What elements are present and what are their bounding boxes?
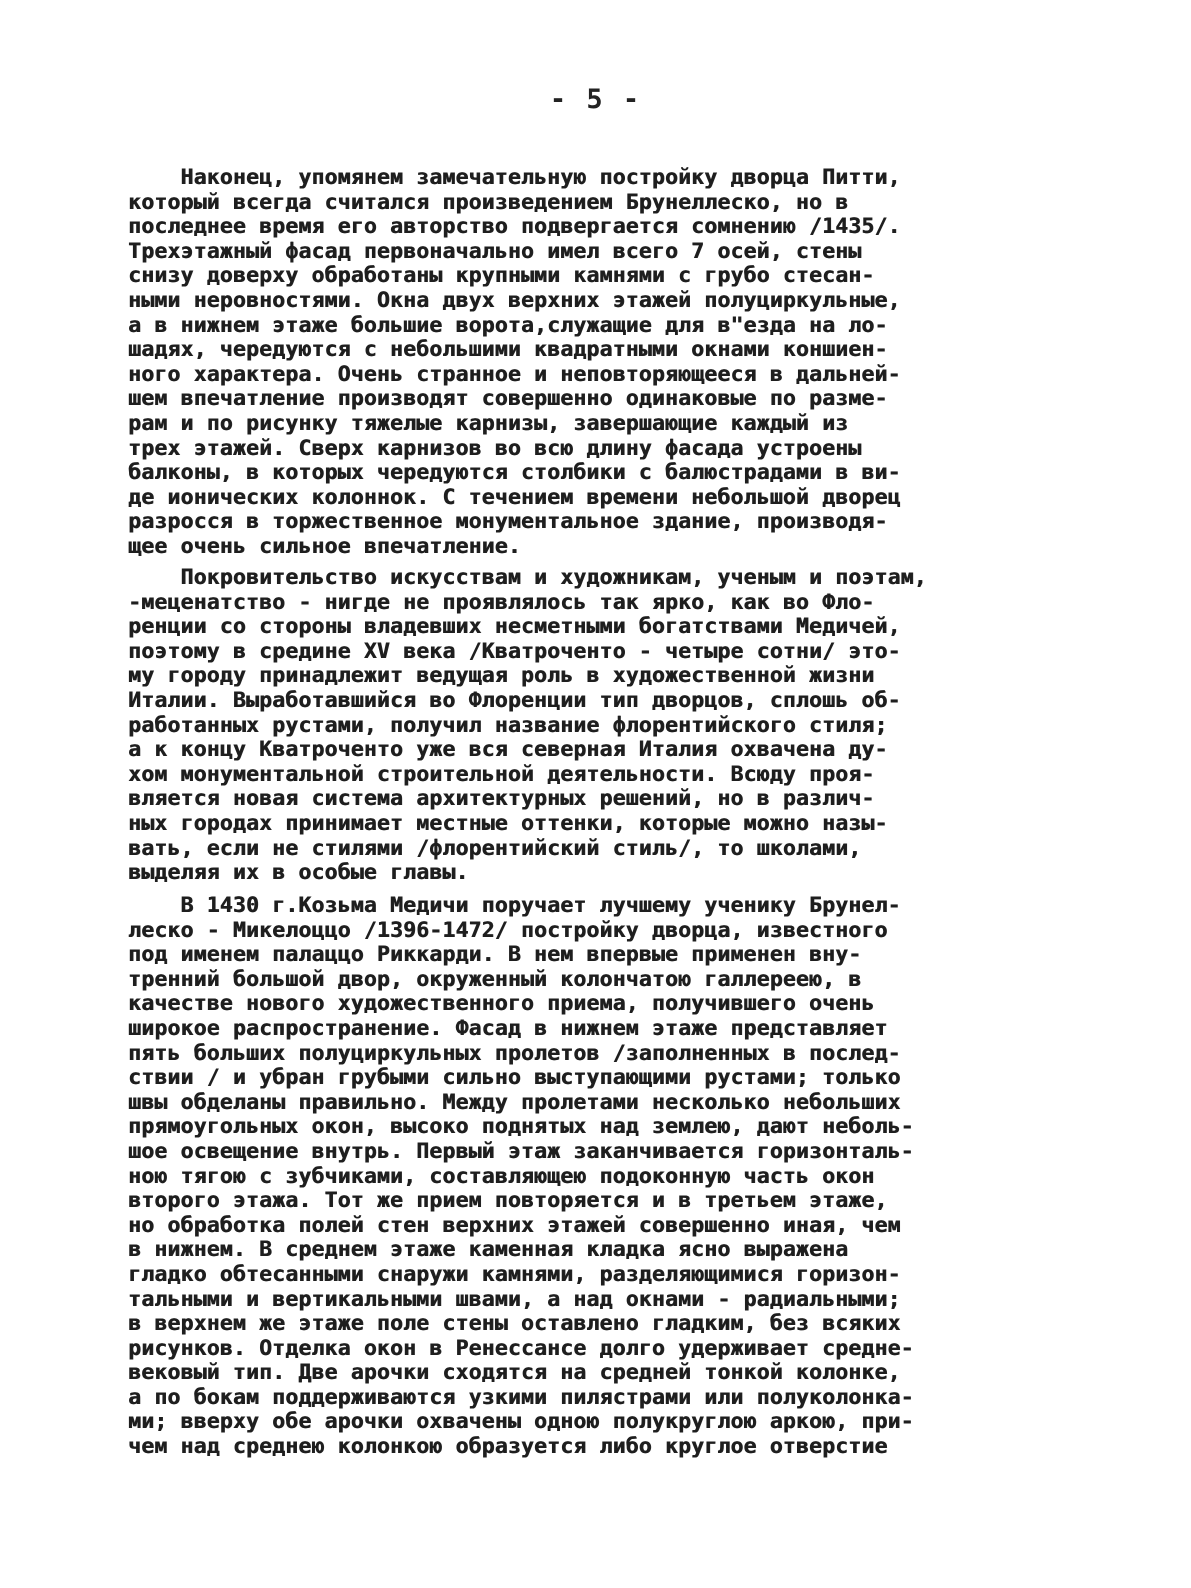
text-line: Наконец, упомянем замечательную постройку дворца Питти, bbox=[128, 166, 901, 190]
text-line: широкое распространение. Фасад в нижнем этаже представляет bbox=[128, 1016, 888, 1041]
paragraph-palazzo-riccardi bbox=[128, 894, 1048, 1460]
text-line: прямоугольных окон, высоко поднятых над землею, дают неболь- bbox=[128, 1115, 914, 1140]
text-line: швы обделаны правильно. Между пролетами несколько небольших bbox=[128, 1090, 901, 1115]
text-line: разросся в торжественное монументальное здание, производя- bbox=[128, 510, 888, 535]
text-line: качестве нового художественного приема, получившего очень bbox=[128, 992, 875, 1017]
text-line: выделяя их в особые главы. bbox=[128, 861, 469, 886]
text-line: ного характера. Очень странное и неповторяющееся в дальней- bbox=[128, 362, 901, 387]
text-line: снизу доверху обработаны крупными камнями с грубо стесан- bbox=[128, 264, 875, 289]
text-line: в верхнем же этаже поле стены оставлено гладким, без всяких bbox=[128, 1312, 901, 1337]
text-line: трех этажей. Сверх карнизов во всю длину фасада устроены bbox=[128, 436, 862, 461]
text-line: ствии / и убран грубыми сильно выступающими рустами; только bbox=[128, 1066, 901, 1091]
paragraph-pitti-palace bbox=[128, 166, 1048, 560]
text-line: ных городах принимает местные оттенки, которые можно назы- bbox=[128, 811, 888, 836]
text-line: шое освещение внутрь. Первый этаж заканчивается горизонталь- bbox=[128, 1139, 914, 1164]
text-line: му городу принадлежит ведущая роль в художественной жизни bbox=[128, 664, 875, 689]
paragraph-medici-patronage bbox=[128, 566, 1048, 886]
text-line: ренции со стороны владевших несметными богатствами Медичей, bbox=[128, 615, 901, 640]
text-line: де ионических колоннок. С течением времени небольшой дворец bbox=[128, 485, 901, 510]
text-line: в нижнем. В среднем этаже каменная кладка ясно выражена bbox=[128, 1238, 849, 1263]
text-line: пять больших полуциркульных пролетов /заполненных в послед- bbox=[128, 1041, 901, 1066]
text-line: а в нижнем этаже большие ворота,служащие для в"езда на ло- bbox=[128, 313, 888, 338]
text-line: гладко обтесанными снаружи камнями, разделяющимися горизон- bbox=[128, 1262, 901, 1287]
text-line: чем над среднею колонкою образуется либо круглое отверстие bbox=[128, 1435, 888, 1460]
text-line: ми; вверху обе арочки охвачены одною полукруглою аркою, при- bbox=[128, 1410, 914, 1435]
text-line: вековый тип. Две арочки сходятся на средней тонкой колонке, bbox=[128, 1361, 901, 1386]
text-line: работанных рустами, получил название флорентийского стиля; bbox=[128, 713, 888, 738]
text-line: леско - Микелоццо /1396-1472/ постройку дворца, известного bbox=[128, 918, 888, 943]
text-line: тальными и вертикальными швами, а над окнами - радиальными; bbox=[128, 1287, 901, 1312]
text-line: рам и по рисунку тяжелые карнизы, завершающие каждый из bbox=[128, 411, 849, 436]
text-line: ными неровностями. Окна двух верхних этажей полуциркульные, bbox=[128, 288, 901, 313]
text-line: поэтому в средине ХV века /Кватроченто - четыре сотни/ это- bbox=[128, 639, 901, 664]
text-line: шем впечатление производят совершенно одинаковые по разме- bbox=[128, 387, 888, 412]
text-line: под именем палаццо Риккарди. В нем впервые применен вну- bbox=[128, 943, 862, 968]
text-line: В 1430 г.Козьма Медичи поручает лучшему ученику Брунел- bbox=[128, 894, 901, 918]
text-line: хом монументальной строительной деятельности. Всюду проя- bbox=[128, 762, 875, 787]
text-line: второго этажа. Тот же прием повторяется и в третьем этаже, bbox=[128, 1189, 888, 1214]
page-number: - 5 - bbox=[549, 84, 642, 115]
text-line: рисунков. Отделка окон в Ренессансе долго удерживает средне- bbox=[128, 1336, 914, 1361]
text-line: Италии. Выработавшийся во Флоренции тип дворцов, сплошь об- bbox=[128, 688, 901, 713]
text-line: шадях, чередуются с небольшими квадратными окнами коншиен- bbox=[128, 338, 888, 363]
text-line: который всегда считался произведением Брунеллеско, но в bbox=[128, 190, 849, 215]
text-line: последнее время его авторство подвергается сомнению /1435/. bbox=[128, 215, 901, 240]
text-line: вать, если не стилями /флорентийский стиль/, то школами, bbox=[128, 836, 862, 861]
text-line: Покровительство искусствам и художникам, ученым и поэтам, bbox=[128, 566, 927, 590]
text-line: вляется новая система архитектурных решений, но в различ- bbox=[128, 787, 875, 812]
text-line: но обработка полей стен верхних этажей совершенно иная, чем bbox=[128, 1213, 901, 1238]
text-line: а к концу Кватроченто уже вся северная Италия охвачена ду- bbox=[128, 738, 888, 763]
text-line: тренний большой двор, окруженный колончатою галлереею, в bbox=[128, 967, 862, 992]
text-line: Трехэтажный фасад первоначально имел всего 7 осей, стены bbox=[128, 239, 862, 264]
text-line: а по бокам поддерживаются узкими пилястрами или полуколонка- bbox=[128, 1385, 914, 1410]
text-line: балконы, в которых чередуются столбики с балюстрадами в ви- bbox=[128, 461, 901, 486]
text-line: ною тягою с зубчиками, составляющею подоконную часть окон bbox=[128, 1164, 875, 1189]
text-line: -меценатство - нигде не проявлялось так ярко, как во Фло- bbox=[128, 590, 875, 615]
text-line: щее очень сильное впечатление. bbox=[128, 534, 521, 559]
